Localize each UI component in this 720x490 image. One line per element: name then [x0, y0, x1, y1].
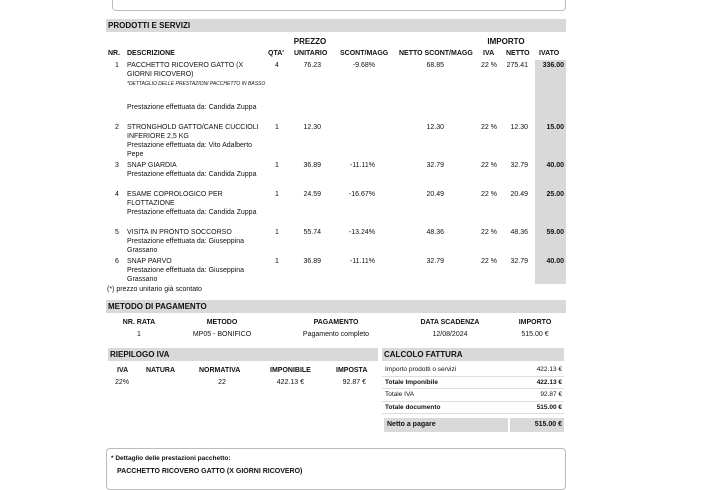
vat-imponibile: 422.13 € [276, 379, 304, 386]
net-to-pay-label: Netto a pagare [387, 421, 436, 428]
col-scadenza-header: DATA SCADENZA [420, 319, 480, 326]
row-netto: 20.49 [510, 191, 528, 198]
col-metodo-header: METODO [206, 319, 238, 326]
payment-scadenza: 12/08/2024 [432, 331, 468, 338]
row-performer: Prestazione effettuata da: Giuseppina Grassano [127, 238, 245, 254]
row-unitario: 36.89 [303, 258, 321, 265]
vat-col-iva-header: IVA [117, 367, 129, 374]
row-netto: 32.79 [510, 258, 528, 265]
row-unitario: 36.89 [303, 162, 321, 169]
row-nr: 6 [115, 258, 119, 265]
importo-group-header: IMPORTO [487, 37, 525, 46]
row-qta: 1 [275, 229, 279, 236]
calc-value: 515.00 € [536, 403, 562, 411]
row-ivato: 15.00 [546, 124, 564, 131]
header-box [112, 0, 566, 11]
row-note: *DETTAGLIO DELLE PRESTAZIONI PACCHETTO IN BASSO [127, 81, 266, 87]
vat-iva: 22% [115, 379, 130, 386]
payment-importo: 515.00 € [521, 331, 549, 338]
invoice-calc-table [382, 364, 564, 414]
payment-section-title: METODO DI PAGAMENTO [106, 300, 566, 313]
package-detail-title: * Dettaglio delle prestazioni pacchetto: [111, 455, 231, 462]
row-performer: Prestazione effettuata da: Candida Zuppa [127, 209, 257, 216]
calc-label: Totale documento [385, 403, 441, 411]
row-netto-scont: 68.85 [426, 62, 444, 69]
net-to-pay-value-box [510, 418, 564, 432]
invoice-calc-section-title: CALCOLO FATTURA [382, 348, 564, 361]
net-to-pay-label-box [384, 418, 508, 432]
ivato-column-bg [535, 60, 566, 284]
row-iva: 22 % [481, 124, 497, 131]
calc-row [382, 364, 564, 377]
col-ivato-header: IVATO [539, 50, 560, 57]
vat-col-natura-header: NATURA [146, 367, 176, 374]
col-netto-header: NETTO [506, 50, 530, 57]
row-scont: -11.11% [349, 162, 375, 169]
row-description: ESAME COPROLOGICO PER FLOTTAZIONE [127, 191, 223, 207]
row-iva: 22 % [481, 229, 497, 236]
row-netto-scont: 32.79 [426, 162, 444, 169]
calc-value: 422.13 € [536, 366, 562, 373]
col-unitario-header: UNITARIO [294, 50, 328, 57]
row-netto: 32.79 [510, 162, 528, 169]
row-nr: 1 [115, 62, 119, 69]
row-netto-scont: 12.30 [426, 124, 444, 131]
row-netto-scont: 20.49 [426, 191, 444, 198]
row-netto: 12.30 [510, 124, 528, 131]
row-netto: 48.36 [510, 229, 528, 236]
row-performer: Prestazione effettuata da: Candida Zuppa [127, 171, 257, 178]
col-iva-header: IVA [483, 50, 495, 57]
calc-value: 92.87 € [540, 391, 562, 398]
row-ivato: 336.00 [542, 62, 564, 69]
footnote: (*) prezzo unitario già scontato [107, 286, 202, 293]
products-section-title: PRODOTTI E SERVIZI [106, 19, 566, 32]
row-scont: -13.24% [348, 229, 375, 236]
calc-label: Importo prodotti o servizi [385, 366, 457, 373]
payment-metodo: MP05 - BONIFICO [192, 331, 252, 338]
row-nr: 5 [115, 229, 119, 236]
row-iva: 22 % [481, 162, 497, 169]
row-iva: 22 % [481, 191, 497, 198]
vat-summary-section-title: RIEPILOGO IVA [108, 348, 378, 361]
row-scont: -11.11% [349, 258, 375, 265]
row-unitario: 12.30 [303, 124, 321, 131]
vat-col-imposta-header: IMPOSTA [336, 367, 368, 374]
col-importo-header: IMPORTO [518, 319, 552, 326]
calc-label: Totale IVA [385, 391, 415, 398]
row-nr: 4 [115, 191, 119, 198]
row-performer: Prestazione effettuata da: Candida Zuppa [127, 104, 257, 111]
vat-imposta: 92.87 € [342, 379, 366, 386]
row-description: PACCHETTO RICOVERO GATTO (X GIORNI RICOVERO) [127, 62, 244, 78]
vat-col-normativa-header: NORMATIVA [199, 367, 241, 374]
row-description: SNAP GIARDIA [127, 162, 177, 169]
row-unitario: 55.74 [303, 229, 321, 236]
row-ivato: 40.00 [546, 162, 564, 169]
row-scont: -9.68% [352, 62, 375, 69]
col-pagamento-header: PAGAMENTO [313, 319, 359, 326]
package-detail-box [106, 448, 566, 490]
col-rata-header: NR. RATA [122, 319, 156, 326]
row-qta: 1 [275, 124, 279, 131]
row-description: STRONGHOLD GATTO/CANE CUCCIOLI INFERIORE 2,5 KG [127, 124, 259, 140]
col-qta-header: QTA' [268, 50, 284, 57]
calc-row [382, 377, 564, 390]
row-unitario: 76.23 [303, 62, 321, 69]
row-iva: 22 % [481, 258, 497, 265]
vat-normativa: 22 [218, 379, 226, 386]
row-description: VISITA IN PRONTO SOCCORSO [127, 229, 232, 236]
col-scont-header: SCONT/MAGG [340, 50, 389, 57]
package-detail-item: PACCHETTO RICOVERO GATTO (X GIORNI RICOVERO) [117, 468, 303, 475]
row-qta: 1 [275, 162, 279, 169]
row-ivato: 25.00 [546, 191, 564, 198]
row-nr: 3 [115, 162, 119, 169]
row-unitario: 24.59 [303, 191, 321, 198]
calc-value: 422.13 € [536, 378, 562, 386]
row-description: SNAP PARVO [127, 258, 172, 265]
prezzo-group-header: PREZZO [293, 37, 327, 46]
col-desc-header: DESCRIZIONE [127, 50, 175, 57]
row-netto-scont: 48.36 [426, 229, 444, 236]
row-nr: 2 [115, 124, 119, 131]
row-qta: 1 [275, 191, 279, 198]
payment-pagamento: Pagamento completo [302, 331, 370, 338]
row-netto: 275.41 [506, 62, 528, 69]
col-nr-header: NR. [108, 50, 121, 57]
row-performer: Prestazione effettuata da: Vito Adalberto Pepe [127, 142, 253, 158]
vat-col-imponibile-header: IMPONIBILE [270, 367, 311, 374]
row-qta: 1 [275, 258, 279, 265]
row-qta: 4 [275, 62, 279, 69]
calc-row [382, 402, 564, 415]
row-ivato: 40.00 [546, 258, 564, 265]
row-netto-scont: 32.79 [426, 258, 444, 265]
payment-rata: 1 [137, 331, 141, 338]
row-scont: -16.67% [348, 191, 375, 198]
row-ivato: 59.00 [546, 229, 564, 236]
net-to-pay-value: 515.00 € [534, 421, 562, 428]
row-iva: 22 % [481, 62, 497, 69]
calc-row [382, 389, 564, 402]
row-performer: Prestazione effettuata da: Giuseppina Grassano [127, 267, 245, 283]
col-netto-scont-header: NETTO SCONT/MAGG [399, 50, 473, 57]
calc-label: Totale Imponibile [385, 378, 438, 386]
